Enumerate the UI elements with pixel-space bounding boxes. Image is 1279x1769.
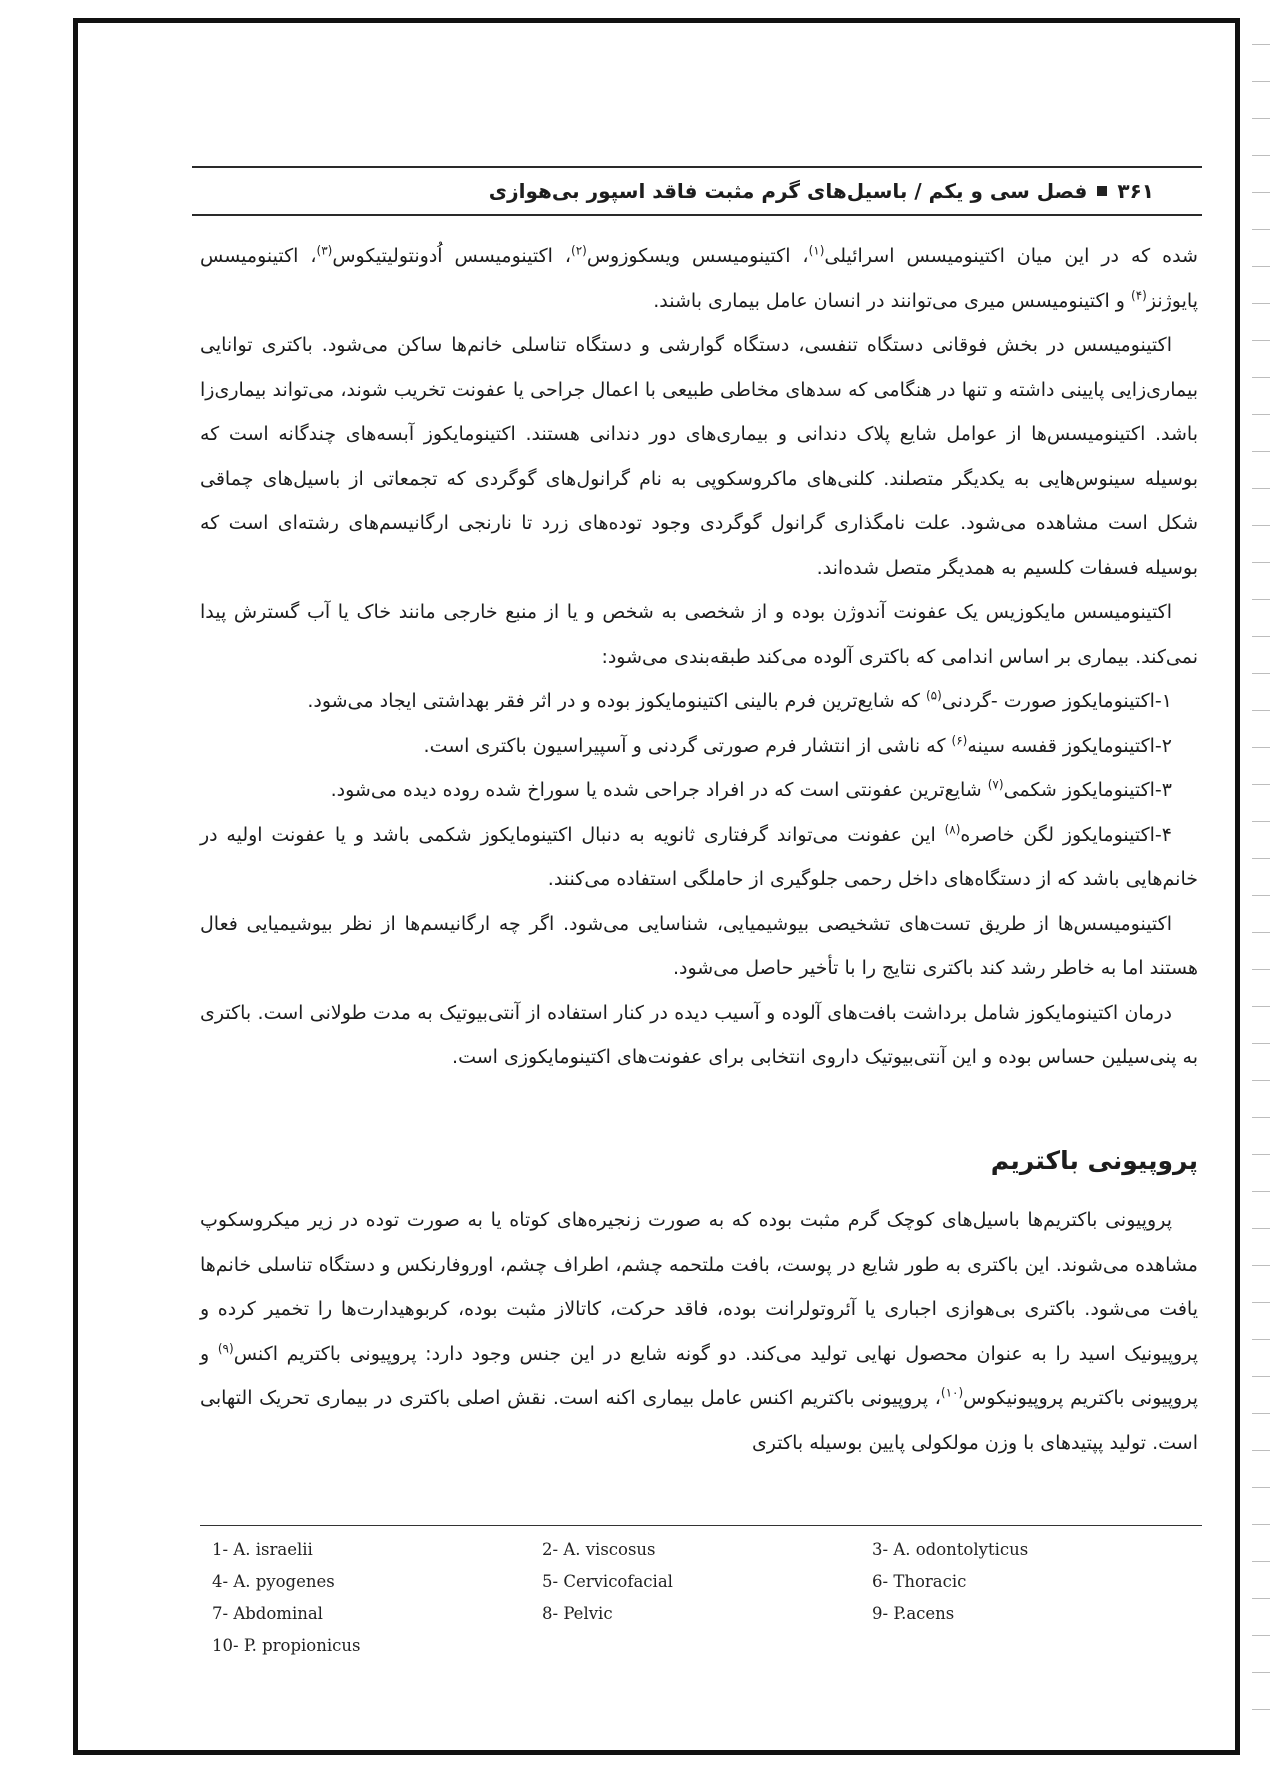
edge-tick <box>1252 377 1270 378</box>
edge-tick <box>1252 1450 1270 1451</box>
edge-tick <box>1252 1339 1270 1340</box>
paragraph-text: و اکتینومیسس میری می‌توانند در انسان عامل بیماری باشند. <box>653 289 1132 312</box>
edge-tick <box>1252 1376 1270 1377</box>
footnote-item: 4- A. pyogenes <box>212 1572 335 1591</box>
edge-tick <box>1252 81 1270 82</box>
paragraph-text: پروپیونی باکتریم‌ها باسیل‌های کوچک گرم مثبت بوده که به صورت زنجیره‌های کوتاه یا به صورت توده در زیر میکروسکوپ مشاهده می‌شوند. این باکتری به طور شایع در پوست، بافت ملتحمه چشم، اطراف چشم، اوروفارنکس و دستگاه تناسلی خانم‌ها یافت می‌شود. باکتری بی‌هوازی اجباری یا آئروتولرانت بوده، فاقد حرکت، کاتالاز مثبت بوده، کربوهیدارت‌ها را تخمیر کرده و پروپیونیک اسید را به عنوان محصول نهایی تولید می‌کند. دو گونه شایع در این جنس وجود دارد: پروپیونی باکتریم اکنس <box>200 1209 1198 1365</box>
footnote-marker: (۴) <box>1131 288 1147 303</box>
page-number: ۳۶۱ <box>1117 179 1154 203</box>
edge-tick <box>1252 858 1270 859</box>
paragraph-text: این عفونت می‌تواند گرفتاری ثانویه به دنبال اکتینومایکوز شکمی باشد و یا عفونت اولیه در خانم‌هایی باشد که از دستگاه‌های داخل رحمی جلوگیری از حاملگی استفاده می‌کنند. <box>200 823 1198 890</box>
separator-square-icon <box>1097 186 1107 196</box>
paragraph-text: ۲-اکتینومایکوز قفسه سینه <box>967 734 1172 757</box>
edge-tick <box>1252 969 1270 970</box>
edge-tick <box>1252 1228 1270 1229</box>
paragraph <box>200 991 1198 1080</box>
footnote-marker: (۷) <box>987 777 1004 792</box>
edge-tick <box>1252 1524 1270 1525</box>
edge-tick <box>1252 1672 1270 1673</box>
paragraph-text: شایع‌ترین عفونتی است که در افراد جراحی شده یا سوراخ شده روده دیده می‌شود. <box>330 779 988 801</box>
paragraph <box>200 813 1198 902</box>
edge-tick <box>1252 1302 1270 1303</box>
footnote-item: 8- Pelvic <box>542 1604 613 1623</box>
footnote-item: 10- P. propionicus <box>212 1636 361 1655</box>
edge-tick <box>1252 451 1270 452</box>
footnote-marker: (۳) <box>316 243 333 258</box>
edge-tick <box>1252 599 1270 600</box>
paragraph <box>200 590 1198 679</box>
paragraph-text: اکتینومیسس مایکوزیس یک عفونت آندوژن بوده و از شخصی به شخص و یا از منبع خارجی مانند خاک یا آب گسترش پیدا نمی‌کند. بیماری بر اساس اندامی که باکتری آلوده می‌کند طبقه‌بندی می‌شود: <box>200 601 1198 668</box>
edge-tick <box>1252 1635 1270 1636</box>
edge-tick <box>1252 414 1270 415</box>
footnote-item: 2- A. viscosus <box>542 1540 656 1559</box>
scan-edge-marks <box>1244 30 1274 1740</box>
edge-tick <box>1252 710 1270 711</box>
edge-tick <box>1252 266 1270 267</box>
footnote-marker: (۹) <box>217 1341 234 1356</box>
footnote-marker: (۸) <box>944 822 961 837</box>
paragraph-text: ، اکتینومیسس اُدونتولیتیکوس <box>332 245 572 267</box>
edge-tick <box>1252 1413 1270 1414</box>
paragraph-text: اکتینومیسس در بخش فوقانی دستگاه تنفسی، دستگاه گوارشی و دستگاه تناسلی خانم‌ها ساکن می‌شود. باکتری توانایی بیماری‌زایی پایینی داشته و تنها در هنگامی که سدهای مخاطی طبیعی با اعمال جراحی یا عفونت تخریب شوند، می‌تواند بیماری‌زا باشد. اکتینومیسس‌ها از عوامل شایع پلاک دندانی و بیماری‌های دور دندانی هستند. اکتینومایکوز آبسه‌های چندگانه است که بوسیله سینوس‌هایی به یکدیگر متصلند. کلنی‌های ماکروسکوپی به نام گرانول‌های گوگردی که تجمعاتی از باسیل‌های چماقی شکل است مشاهده می‌شود. علت نامگذاری گرانول گوگردی وجود توده‌های زرد تا نارنجی ارگانیسم‌های رشته‌ای است که بوسیله فسفات کلسیم به همدیگر متصل شده‌اند. <box>200 334 1198 579</box>
edge-tick <box>1252 1561 1270 1562</box>
paragraph-text: ، اکتینومیسس پایوژنز <box>200 245 1198 312</box>
edge-tick <box>1252 229 1270 230</box>
footnote-marker: (۲) <box>571 243 587 258</box>
main-text <box>200 234 1198 1080</box>
edge-tick <box>1252 155 1270 156</box>
paragraph-text: ۴-اکتینومایکوز لگن خاصره <box>960 823 1172 846</box>
edge-tick <box>1252 821 1270 822</box>
footnote-item: 3- A. odontolyticus <box>872 1540 1029 1559</box>
paragraph <box>200 724 1198 769</box>
paragraph-text: ، اکتینومیسس ویسکوزوس <box>586 245 809 267</box>
paragraph <box>200 234 1198 323</box>
footnote-item: 6- Thoracic <box>872 1572 967 1591</box>
edge-tick <box>1252 1154 1270 1155</box>
edge-tick <box>1252 1265 1270 1266</box>
paragraph-text: ، پروپیونی باکتریم اکنس عامل بیماری اکنه است. نقش اصلی باکتری در بیماری تحریک التهابی است. تولید پپتیدهای با وزن مولکولی پایین بوسیله باکتری <box>200 1387 1198 1454</box>
running-header <box>192 166 1202 216</box>
edge-tick <box>1252 44 1270 45</box>
edge-tick <box>1252 636 1270 637</box>
edge-tick <box>1252 747 1270 748</box>
edge-tick <box>1252 1487 1270 1488</box>
edge-tick <box>1252 525 1270 526</box>
paragraph <box>200 1198 1198 1465</box>
edge-tick <box>1252 1709 1270 1710</box>
edge-tick <box>1252 118 1270 119</box>
section-text <box>200 1198 1198 1465</box>
footnote-marker: (۱) <box>808 243 825 258</box>
paragraph-text: که ناشی از انتشار فرم صورتی گردنی و آسپیراسیون باکتری است. <box>423 734 952 757</box>
edge-tick <box>1252 1598 1270 1599</box>
footnote-marker: (۱۰) <box>940 1385 964 1400</box>
edge-tick <box>1252 303 1270 304</box>
paragraph-text: شده که در این میان اکتینومیسس اسرائیلی <box>824 245 1198 267</box>
edge-tick <box>1252 1080 1270 1081</box>
paragraph-text: اکتینومیسس‌ها از طریق تست‌های تشخیصی بیوشیمیایی، شناسایی می‌شود. اگر چه ارگانیسم‌ها از نظر بیوشیمیایی فعال هستند اما به خاطر رشد کند باکتری نتایج را با تأخیر حاصل می‌شود. <box>200 912 1198 979</box>
edge-tick <box>1252 673 1270 674</box>
paragraph <box>200 679 1198 724</box>
edge-tick <box>1252 1117 1270 1118</box>
footnote-item: 9- P.acens <box>872 1604 955 1623</box>
section-heading: پروپیونی باکتریم <box>990 1146 1198 1175</box>
paragraph-text: و پروپیونی باکتریم پروپیونیکوس <box>200 1342 1198 1409</box>
chapter-title: فصل سی و یکم / باسیل‌های گرم مثبت فاقد اسپور بی‌هوازی <box>488 179 1088 203</box>
footnote-item: 7- Abdominal <box>212 1604 323 1623</box>
paragraph-text: که شایع‌ترین فرم بالینی اکتینومایکوز بوده و در اثر فقر بهداشتی ایجاد می‌شود. <box>307 690 926 712</box>
edge-tick <box>1252 1043 1270 1044</box>
paragraph <box>200 323 1198 590</box>
edge-tick <box>1252 932 1270 933</box>
paragraph <box>200 902 1198 991</box>
edge-tick <box>1252 1006 1270 1007</box>
edge-tick <box>1252 340 1270 341</box>
footnote-item: 1- A. israelii <box>212 1540 313 1559</box>
paragraph-text: ۳-اکتینومایکوز شکمی <box>1003 779 1172 801</box>
paragraph-text: ۱-اکتینومایکوز صورت -گردنی <box>941 690 1172 712</box>
edge-tick <box>1252 1191 1270 1192</box>
footnote-marker: (۵) <box>925 688 942 703</box>
footnotes <box>212 1537 1112 1659</box>
paragraph-text: درمان اکتینومایکوز شامل برداشت بافت‌های آلوده و آسیب دیده در کنار استفاده از آنتی‌بیوتیک به مدت طولانی است. باکتری به پنی‌سیلین حساس بوده و این آنتی‌بیوتیک داروی انتخابی برای عفونت‌های اکتینومایکوزی است. <box>200 1001 1198 1068</box>
edge-tick <box>1252 562 1270 563</box>
edge-tick <box>1252 192 1270 193</box>
paragraph <box>200 768 1198 813</box>
edge-tick <box>1252 784 1270 785</box>
edge-tick <box>1252 488 1270 489</box>
edge-tick <box>1252 895 1270 896</box>
footnote-item: 5- Cervicofacial <box>542 1572 673 1591</box>
footnote-marker: (۶) <box>951 733 968 748</box>
footnote-rule <box>200 1525 1202 1526</box>
